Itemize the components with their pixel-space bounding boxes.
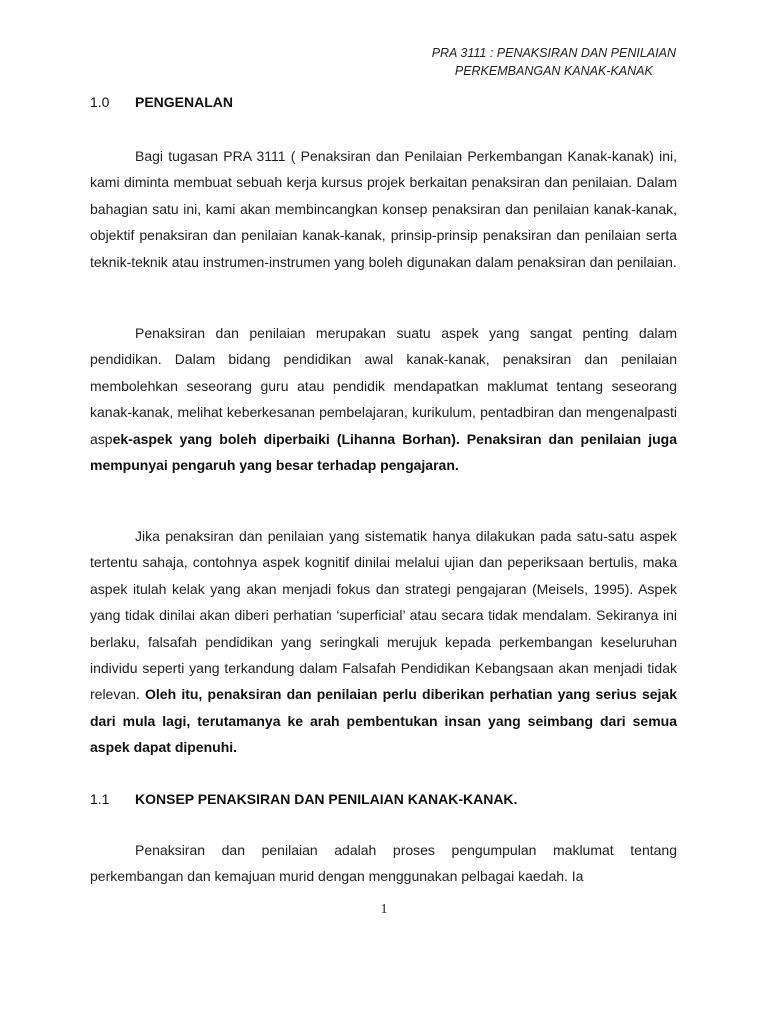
paragraph-text: Penaksiran dan penilaian merupakan suatu aspek yang sangat penting dalam pendidikan. Dalam bidang pendidikan awal kanak-kanak, penaksiran dan penilaian membolehkan seseorang guru atau pendidik mendapatkan maklumat tentang seseorang kanak-kanak, melihat keberkesanan pembelajaran, kurikulum, pentadbiran dan mengenalpasti asp — [90, 325, 677, 447]
paragraph-importance — [90, 320, 677, 478]
section-number: 1.0 — [90, 94, 110, 110]
paragraph-text: Jika penaksiran dan penilaian yang sistematik hanya dilakukan pada satu-satu aspek tertentu sahaja, contohnya aspek kognitif dinilai melalui ujian dan peperiksaan bertulis, maka aspek itulah kelak yang akan menjadi fokus dan strategi pengajaran (Meisels, 1995). Aspek yang tidak dinilai akan diberi perhatian ‘superficial’ atau secara tidak mendalam. Sekiranya ini berlaku, falsafah pendidikan yang seringkali merujuk kepada perkembangan keseluruhan individu seperti yang terkandung dalam Falsafah Pendidikan Kebangsaan akan menjadi tidak relevan. — [90, 528, 677, 703]
section-title: PENGENALAN — [135, 94, 234, 110]
section-heading-1-0 — [90, 94, 233, 110]
header-line-2: PERKEMBANGAN KANAK-KANAK — [454, 64, 653, 78]
section-title: KONSEP PENAKSIRAN DAN PENILAIAN KANAK-KANAK. — [135, 791, 518, 807]
header-line-1: PRA 3111 : PENAKSIRAN DAN PENILAIAN — [431, 46, 676, 60]
paragraph-concept: Penaksiran dan penilaian adalah proses pengumpulan maklumat tentang perkembangan dan kemajuan murid dengan menggunakan pelbagai kaedah. Ia — [90, 842, 677, 885]
section-number: 1.1 — [90, 791, 110, 807]
section-heading-1-1 — [90, 791, 517, 807]
paragraph-systematic — [90, 523, 677, 761]
running-header — [432, 44, 676, 80]
paragraph-bold-text: Oleh itu, penaksiran dan penilaian perlu diberikan perhatian yang serius sejak dari mula lagi, terutamanya ke arah pembentukan insan yang seimbang dari semua aspek dapat dipenuhi. — [90, 686, 677, 756]
paragraph-bold-text: ek-aspek yang boleh diperbaiki (Lihanna Borhan). Penaksiran dan penilaian juga mempunyai pengaruh yang besar terhadap pengajaran. — [90, 430, 677, 474]
paragraph-introduction: Bagi tugasan PRA 3111 ( Penaksiran dan Penilaian Perkembangan Kanak-kanak) ini, kami diminta membuat sebuah kerja kursus projek berkaitan penaksiran dan penilaian. Dalam bahagian satu ini, kami akan membincangkan konsep penaksiran dan penilaian kanak-kanak, objektif penaksiran dan penilaian kanak-kanak, prinsip-prinsip penaksiran dan penilaian serta teknik-teknik atau instrumen-instrumen yang boleh digunakan dalam penaksiran dan penilaian. — [90, 148, 677, 270]
page-number: 1 — [380, 902, 388, 917]
